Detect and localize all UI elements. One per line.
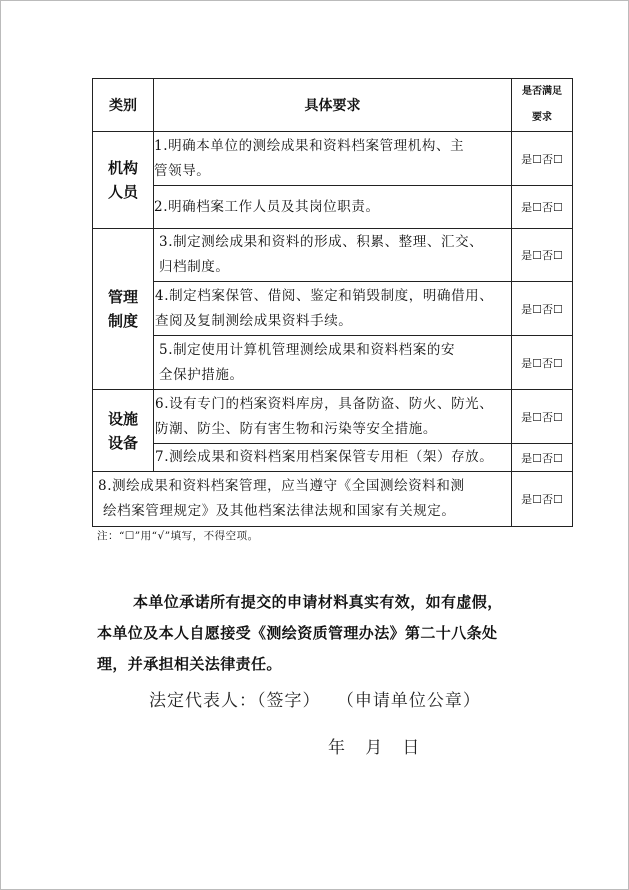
requirement-text: 3.制定测绘成果和资料的形成、积累、整理、汇交、 (159, 234, 484, 250)
requirement-text: 绘档案管理规定》及其他档案法律法规和国家有关规定。 (103, 503, 456, 519)
category-label: 人员 (107, 183, 138, 201)
table-header-row (93, 79, 573, 132)
requirement-cell (154, 229, 512, 282)
table-row (93, 390, 573, 444)
table-row (93, 336, 573, 390)
category-label: 设施 (107, 409, 138, 428)
checkbox-cell[interactable]: 是☐否☐ (512, 132, 573, 186)
header-category: 类别 (93, 79, 154, 132)
table-row (93, 132, 573, 186)
requirement-text: 1.明确本单位的测绘成果和资料档案管理机构、主 (154, 137, 465, 154)
requirement-text: 全保护措施。 (159, 366, 244, 383)
checkbox-cell[interactable]: 是☐否☐ (512, 282, 573, 336)
pledge-line: 本单位承诺所有提交的申请材料真实有效，如有虚假， (133, 593, 503, 611)
requirement-text: 4.制定档案保管、借阅、鉴定和销毁制度，明确借用、 (155, 287, 494, 304)
table-row (93, 444, 573, 472)
requirement-cell (154, 336, 512, 390)
requirement-text: 8.测绘成果和资料档案管理，应当遵守《全国测绘资料和测 (98, 478, 465, 494)
table-note: 注：“☐”用“√”填写，不得空项。 (97, 530, 259, 542)
table-row (93, 186, 573, 229)
category-label: 制度 (107, 312, 138, 330)
category-label: 设备 (107, 433, 138, 452)
checkbox-cell[interactable]: 是☐否☐ (512, 444, 573, 472)
legal-rep-signature[interactable]: 法定代表人：（签字） (149, 691, 321, 711)
requirements-table (92, 78, 573, 527)
date-field[interactable]: 年 月 日 (328, 738, 421, 758)
requirement-text: 6.设有专门的档案资料库房，具备防盗、防火、防光、 (155, 395, 494, 412)
requirement-text: 5.制定使用计算机管理测绘成果和资料档案的安 (159, 341, 456, 358)
requirement-cell (154, 444, 512, 472)
category-cell (93, 132, 154, 229)
pledge-statement (97, 587, 557, 680)
requirement-cell (154, 186, 512, 229)
checkbox-cell[interactable]: 是☐否☐ (512, 390, 573, 444)
header-requirement: 具体要求 (154, 79, 512, 132)
table-row (93, 282, 573, 336)
requirement-text: 防潮、防尘、防有害生物和污染等安全措施。 (155, 420, 437, 437)
requirement-cell (154, 282, 512, 336)
header-satisfied-line2: 要求 (532, 112, 552, 123)
applicant-seal: （申请单位公章） (336, 691, 481, 711)
category-cell (93, 390, 154, 472)
category-label: 管理 (107, 288, 138, 306)
category-label: 机构 (107, 159, 138, 177)
checkbox-cell[interactable]: 是☐否☐ (512, 229, 573, 282)
requirement-cell (93, 472, 512, 527)
pledge-line: 本单位及本人自愿接受《测绘资质管理办法》第二十八条处 (97, 624, 498, 642)
category-cell (93, 229, 154, 390)
signature-line (149, 686, 481, 711)
requirement-text: 归档制度。 (159, 259, 230, 275)
requirement-text: 2.明确档案工作人员及其岗位职责。 (154, 198, 380, 215)
header-satisfied (512, 79, 573, 132)
table-row (93, 229, 573, 282)
requirement-cell (154, 132, 512, 186)
checkbox-cell[interactable]: 是☐否☐ (512, 336, 573, 390)
pledge-line: 理，并承担相关法律责任。 (97, 655, 282, 673)
requirement-text: 管领导。 (154, 162, 211, 179)
header-satisfied-line1: 是否满足 (522, 86, 562, 97)
requirement-text: 7.测绘成果和资料档案用档案保管专用柜（架）存放。 (155, 449, 494, 465)
table-row (93, 472, 573, 527)
checkbox-cell[interactable]: 是☐否☐ (512, 472, 573, 527)
requirement-cell (154, 390, 512, 444)
checkbox-cell[interactable]: 是☐否☐ (512, 186, 573, 229)
requirement-text: 查阅及复制测绘成果资料手续。 (155, 312, 353, 329)
